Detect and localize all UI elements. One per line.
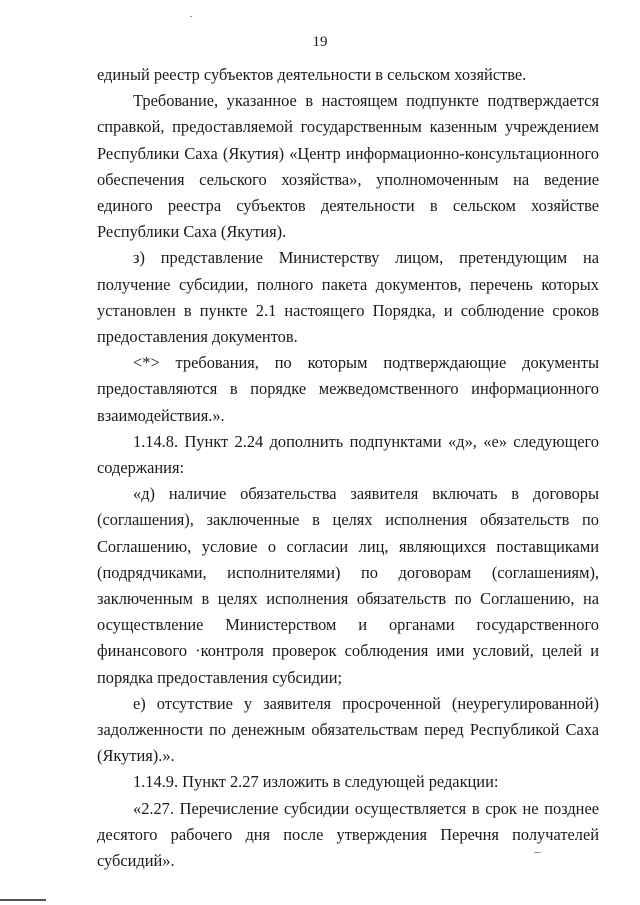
- scan-speck-right: [534, 852, 541, 853]
- paragraph-1-14-9: 1.14.9. Пункт 2.27 изложить в следующей редакции:: [133, 772, 499, 792]
- paragraph-footnote-requirements: <*> требования, по которым подтверждающие документы предоставляются в порядке межведомственного информационного взаимодействия.».: [97, 353, 599, 425]
- paragraph-2-27: «2.27. Перечисление субсидии осуществляется в срок не позднее десятого рабочего дня после утверждения Перечня получателей субсидий».: [97, 798, 599, 871]
- page-number: 19: [312, 34, 328, 50]
- paragraph-item-d: «д) наличие обязательства заявителя включать в договоры (соглашения), заключенные в целях исполнения обязательств по Соглашению, условие о согласии лиц, являющихся поставщиками (подрядчиками, исполнителями) по договорам (соглашениям), заключенным в целях исполнения обязательств по Соглашению, на осуществление Министерством и органами государственного финансового ·контроля проверок соблюдения ими условий, целей и порядка предоставления субсидии;: [97, 484, 599, 687]
- paragraph-item-e: е) отсутствие у заявителя просроченной (неурегулированной) задолженности по денежным обязательствам перед Республикой Саха (Якутия).».: [97, 693, 599, 766]
- paragraph-item-z: з) представление Министерству лицом, претендующим на получение субсидии, полного пакета документов, перечень которых установлен в пункте 2.1 настоящего Порядка, и соблюдение сроков предоставления документов.: [97, 248, 599, 347]
- paragraph-1-14-8: 1.14.8. Пункт 2.24 дополнить подпунктами «д», «е» следующего содержания:: [97, 431, 599, 478]
- paragraph-registry-continuation: единый реестр субъектов деятельности в сельском хозяйстве.: [97, 65, 527, 84]
- document-body: [97, 62, 599, 874]
- scan-edge-mark: [0, 899, 46, 901]
- scan-speck-top: [190, 16, 192, 17]
- paragraph-requirement-certificate: Требование, указанное в настоящем подпункте подтверждается справкой, предоставляемой государственным казенным учреждением Республики Саха (Якутия) «Центр информационно-консультационного обеспечения сельского хозяйства», уполномоченным на ведение единого реестра субъектов деятельности в сельском хозяйстве Республики Саха (Якутия).: [97, 91, 599, 242]
